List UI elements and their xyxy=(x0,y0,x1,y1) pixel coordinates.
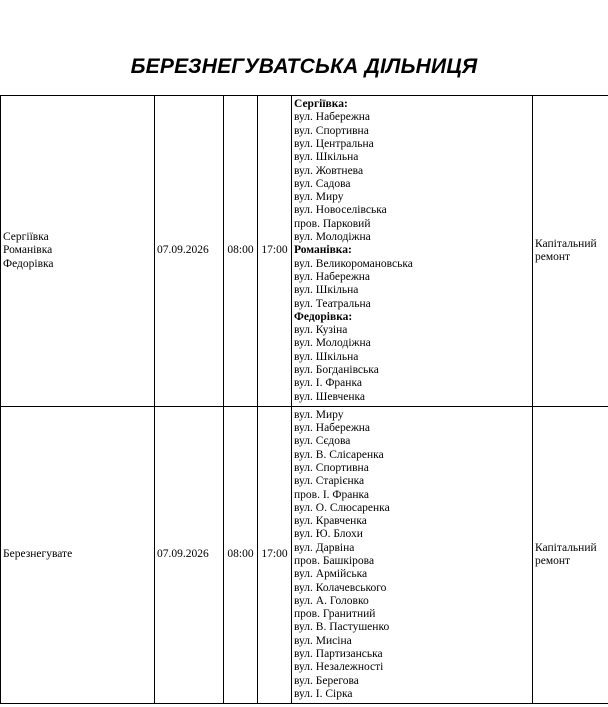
settlement-name: Сергіївка xyxy=(3,231,49,244)
street-item: вул. Жовтнева xyxy=(294,164,364,177)
street-item: вул. Молодіжна xyxy=(294,231,371,244)
street-item: вул. Шкільна xyxy=(294,350,359,363)
reason-cell xyxy=(533,407,608,704)
street-item: вул. В. Слісаренка xyxy=(294,448,384,461)
street-item: вул. Спортивна xyxy=(294,124,369,137)
street-item: пров. І. Франка xyxy=(294,488,370,501)
street-item: вул. Сєдова xyxy=(294,435,351,448)
settlement-name: Березнегувате xyxy=(3,548,73,561)
street-item: пров. Гранитний xyxy=(294,608,376,621)
street-item: вул. Набережна xyxy=(294,111,371,124)
street-item: вул. І. Франка xyxy=(294,377,362,390)
street-item: вул. Колачевського xyxy=(294,581,387,594)
reason-text: Капітальний xyxy=(535,541,597,554)
street-item: вул. Шкільна xyxy=(294,151,359,164)
time-from-cell: 08:00 xyxy=(224,407,258,704)
street-item: вул. Мисіна xyxy=(294,634,352,647)
street-item: вул. Театральна xyxy=(294,297,371,310)
street-item: вул. І. Сірка xyxy=(294,687,353,700)
street-item: вул. Партизанська xyxy=(294,648,383,661)
street-item: вул. Берегова xyxy=(294,674,359,687)
table-row xyxy=(1,407,608,704)
settlement-name: Федорівка xyxy=(3,257,54,270)
street-item: пров. Башкірова xyxy=(294,555,375,567)
reason-text: ремонт xyxy=(535,251,571,263)
reason-text: Капітальний xyxy=(535,237,597,250)
street-item: вул. Миру xyxy=(294,408,344,421)
street-item: вул. Садова xyxy=(294,177,351,190)
street-item: вул. Армійська xyxy=(294,568,368,581)
settlements-cell xyxy=(1,407,155,704)
date-cell: 07.09.2026 xyxy=(155,407,224,704)
date-cell: 07.09.2026 xyxy=(155,96,224,407)
street-item: вул. А. Головко xyxy=(294,594,369,607)
street-item: вул. Кравченка xyxy=(294,515,367,528)
table-row xyxy=(1,96,608,407)
table-body xyxy=(1,96,608,704)
street-item: вул. Миру xyxy=(294,191,344,204)
street-item: вул. Ю. Блохи xyxy=(294,528,363,541)
reason-text: ремонт xyxy=(535,555,571,567)
settlements-cell xyxy=(1,96,155,407)
street-item: вул. Кузіна xyxy=(294,324,348,337)
street-item: вул. Шкільна xyxy=(294,284,359,297)
street-item: вул. Дарвіна xyxy=(294,541,355,554)
street-item: вул. Великоромановська xyxy=(294,257,413,270)
village-heading: Федорівка: xyxy=(294,310,353,323)
time-to-cell: 17:00 xyxy=(258,96,292,407)
street-item: вул. В. Пастушенко xyxy=(294,621,390,634)
street-item: вул. Набережна xyxy=(294,422,371,435)
village-heading: Сергіївка: xyxy=(294,98,348,111)
street-item: вул. Шевченка xyxy=(294,390,366,403)
street-item: вул. Новоселівська xyxy=(294,204,387,217)
street-item: вул. Старієнка xyxy=(294,475,365,488)
streets-cell xyxy=(292,407,533,704)
street-item: вул. О. Слюсаренка xyxy=(294,501,390,514)
street-item: вул. Богданівська xyxy=(294,364,379,377)
outage-schedule-table xyxy=(0,95,608,704)
reason-cell xyxy=(533,96,608,407)
street-item: вул. Спортивна xyxy=(294,461,369,474)
settlement-name: Романівка xyxy=(3,244,53,257)
street-item: пров. Парковий xyxy=(294,217,371,230)
page-title: БЕРЕЗНЕГУВАТСЬКА ДІЛЬНИЦЯ xyxy=(130,55,478,78)
time-from-cell: 08:00 xyxy=(224,96,258,407)
village-heading: Романівка: xyxy=(294,244,352,257)
time-to-cell: 17:00 xyxy=(258,407,292,704)
streets-cell xyxy=(292,96,533,407)
street-item: вул. Набережна xyxy=(294,270,371,283)
street-item: вул. Центральна xyxy=(294,137,374,150)
street-item: вул. Молодіжна xyxy=(294,337,371,350)
street-item: вул. Незалежності xyxy=(294,661,384,674)
